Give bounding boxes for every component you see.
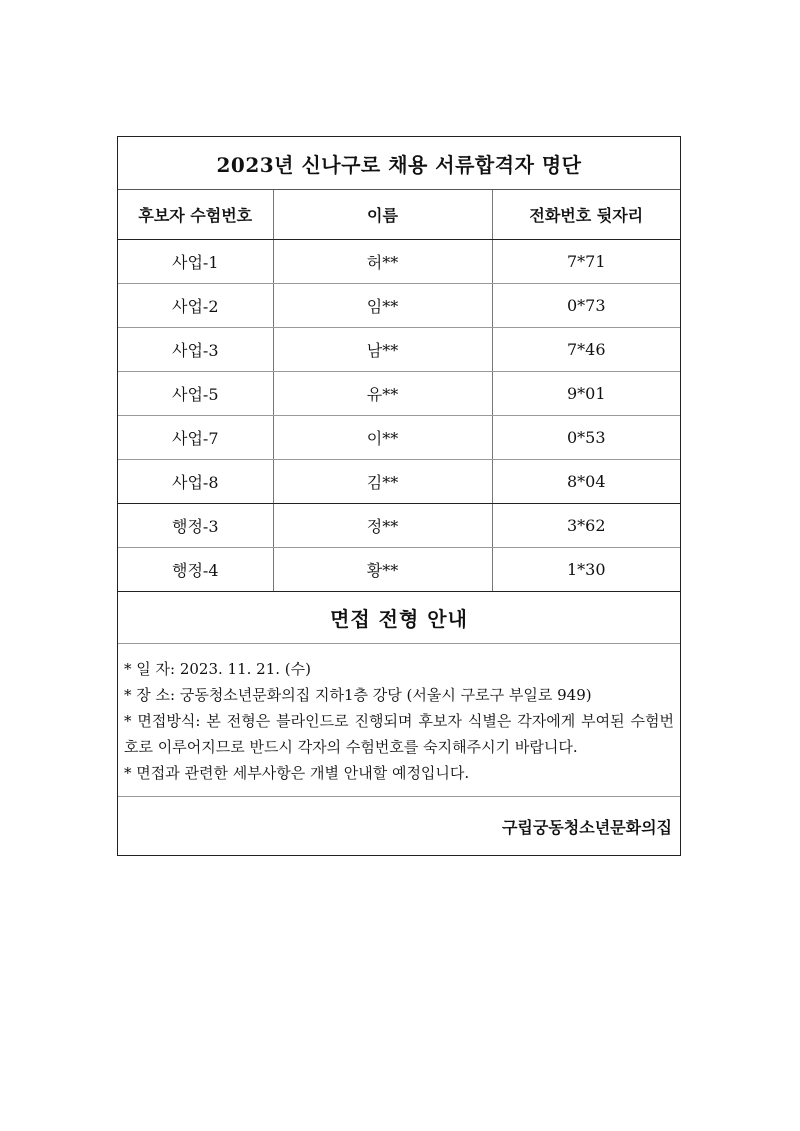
exam-number-cell: 사업-5 (118, 372, 273, 416)
name-cell: 남** (273, 328, 492, 372)
document-title: 2023년 신나구로 채용 서류합격자 명단 (118, 137, 680, 190)
exam-number-cell: 사업-7 (118, 416, 273, 460)
table-row (118, 240, 680, 284)
phone-cell: 8*04 (492, 460, 680, 504)
exam-number-cell: 사업-2 (118, 284, 273, 328)
header-exam-number: 후보자 수험번호 (118, 190, 273, 240)
phone-cell: 9*01 (492, 372, 680, 416)
note-date: * 일 자: 2023. 11. 21. (수) (124, 660, 311, 678)
table-header-row (118, 190, 680, 240)
note-location: * 장 소: 궁동청소년문화의집 지하1층 강당 (서울시 구로구 부일로 949) (124, 686, 592, 704)
header-name: 이름 (273, 190, 492, 240)
table-row (118, 328, 680, 372)
exam-number-cell: 사업-3 (118, 328, 273, 372)
phone-cell: 1*30 (492, 548, 680, 592)
table-row (118, 548, 680, 592)
table-row (118, 416, 680, 460)
note-method: * 면접방식: 본 전형은 블라인드로 진행되며 후보자 식별은 각자에게 부여된 수험번호로 이루어지므로 반드시 각자의 수험번호를 숙지해주시기 바랍니다. (124, 712, 674, 756)
applicant-table (118, 190, 680, 592)
exam-number-cell: 행정-3 (118, 504, 273, 548)
issuer-signature: 구립궁동청소년문화의집 (501, 817, 672, 837)
name-cell: 황** (273, 548, 492, 592)
table-row (118, 460, 680, 504)
header-phone-suffix: 전화번호 뒷자리 (492, 190, 680, 240)
phone-cell: 3*62 (492, 504, 680, 548)
phone-cell: 0*53 (492, 416, 680, 460)
table-row (118, 372, 680, 416)
interview-section-title: 면접 전형 안내 (118, 592, 680, 644)
exam-number-cell: 사업-8 (118, 460, 273, 504)
notice-document (117, 136, 681, 856)
exam-number-cell: 사업-1 (118, 240, 273, 284)
phone-cell: 0*73 (492, 284, 680, 328)
note-details: * 면접과 관련한 세부사항은 개별 안내할 예정입니다. (124, 764, 470, 782)
name-cell: 정** (273, 504, 492, 548)
exam-number-cell: 행정-4 (118, 548, 273, 592)
phone-cell: 7*71 (492, 240, 680, 284)
interview-notes (118, 644, 680, 797)
name-cell: 임** (273, 284, 492, 328)
name-cell: 허** (273, 240, 492, 284)
phone-cell: 7*46 (492, 328, 680, 372)
name-cell: 김** (273, 460, 492, 504)
table-row (118, 504, 680, 548)
name-cell: 이** (273, 416, 492, 460)
table-row (118, 284, 680, 328)
name-cell: 유** (273, 372, 492, 416)
